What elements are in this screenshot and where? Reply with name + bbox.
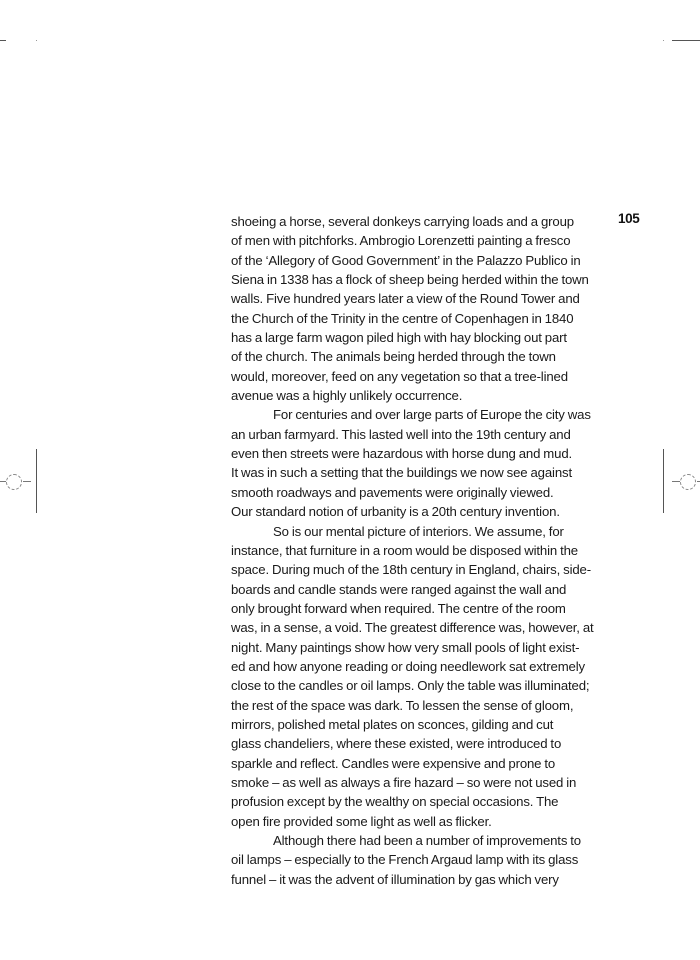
text-line: boards and candle stands were ranged against the wall and xyxy=(231,581,567,597)
text-line: even then streets were hazardous with horse dung and mud. xyxy=(231,446,573,462)
registration-line-right xyxy=(663,449,664,513)
page-number: 105 xyxy=(618,211,640,226)
registration-line-left xyxy=(36,449,37,513)
text-line: avenue was a highly unlikely occurrence. xyxy=(231,388,463,404)
text-line: of the church. The animals being herded through the town xyxy=(231,349,556,365)
crop-mark-top-right xyxy=(672,40,700,41)
text-line: night. Many paintings show how very small pools of light exist- xyxy=(231,639,580,655)
registration-tick-right xyxy=(672,481,680,482)
text-line: funnel – it was the advent of illumination by gas which very xyxy=(231,871,559,887)
text-line: oil lamps – especially to the French Argaud lamp with its glass xyxy=(231,852,579,868)
text-line: open fire provided some light as well as flicker. xyxy=(231,813,492,829)
text-line: mirrors, polished metal plates on sconces, gilding and cut xyxy=(231,716,554,732)
text-line: Our standard notion of urbanity is a 20th century invention. xyxy=(231,504,560,520)
registration-tick-left xyxy=(0,481,6,482)
text-line: would, moreover, feed on any vegetation so that a tree-lined xyxy=(231,368,568,384)
crop-mark-top-right-dot xyxy=(663,40,664,41)
text-line: of men with pitchforks. Ambrogio Lorenzetti painting a fresco xyxy=(231,233,571,249)
text-line: smooth roadways and pavements were originally viewed. xyxy=(231,484,554,500)
body-text xyxy=(231,212,611,889)
text-line: profusion except by the wealthy on special occasions. The xyxy=(231,794,559,810)
text-line: Although there had been a number of improvements to xyxy=(273,833,581,848)
text-line: It was in such a setting that the buildings we now see against xyxy=(231,465,572,481)
text-line: Siena in 1338 has a flock of sheep being herded within the town xyxy=(231,272,589,288)
text-line: an urban farmyard. This lasted well into the 19th century and xyxy=(231,426,571,442)
text-line: has a large farm wagon piled high with hay blocking out part xyxy=(231,330,567,346)
text-line: close to the candles or oil lamps. Only the table was illuminated; xyxy=(231,678,590,694)
crop-mark-top-left-dot xyxy=(36,40,37,41)
registration-target-right-icon xyxy=(680,474,696,490)
registration-target-left-icon xyxy=(6,474,22,490)
text-line: ed and how anyone reading or doing needlework sat extremely xyxy=(231,658,585,674)
text-line: sparkle and reflect. Candles were expensive and prone to xyxy=(231,755,556,771)
registration-tick-left-inner xyxy=(23,481,31,482)
text-line: walls. Five hundred years later a view of the Round Tower and xyxy=(231,291,580,307)
text-line: of the ‘Allegory of Good Government’ in the Palazzo Publico in xyxy=(231,252,581,268)
text-line: smoke – as well as always a fire hazard – so were not used in xyxy=(231,774,577,790)
text-line: only brought forward when required. The centre of the room xyxy=(231,600,566,616)
text-line: shoeing a horse, several donkeys carrying loads and a group xyxy=(231,214,574,229)
text-line: instance, that furniture in a room would be disposed within the xyxy=(231,542,578,558)
text-line: the rest of the space was dark. To lessen the sense of gloom, xyxy=(231,697,574,713)
text-line: So is our mental picture of interiors. We assume, for xyxy=(273,523,564,539)
text-line: the Church of the Trinity in the centre of Copenhagen in 1840 xyxy=(231,310,574,326)
text-line: glass chandeliers, where these existed, were introduced to xyxy=(231,736,562,752)
text-line: space. During much of the 18th century in England, chairs, side- xyxy=(231,562,591,578)
text-line: was, in a sense, a void. The greatest difference was, however, at xyxy=(231,620,594,636)
text-line: For centuries and over large parts of Europe the city was xyxy=(273,407,591,423)
crop-mark-top-left xyxy=(0,40,6,41)
